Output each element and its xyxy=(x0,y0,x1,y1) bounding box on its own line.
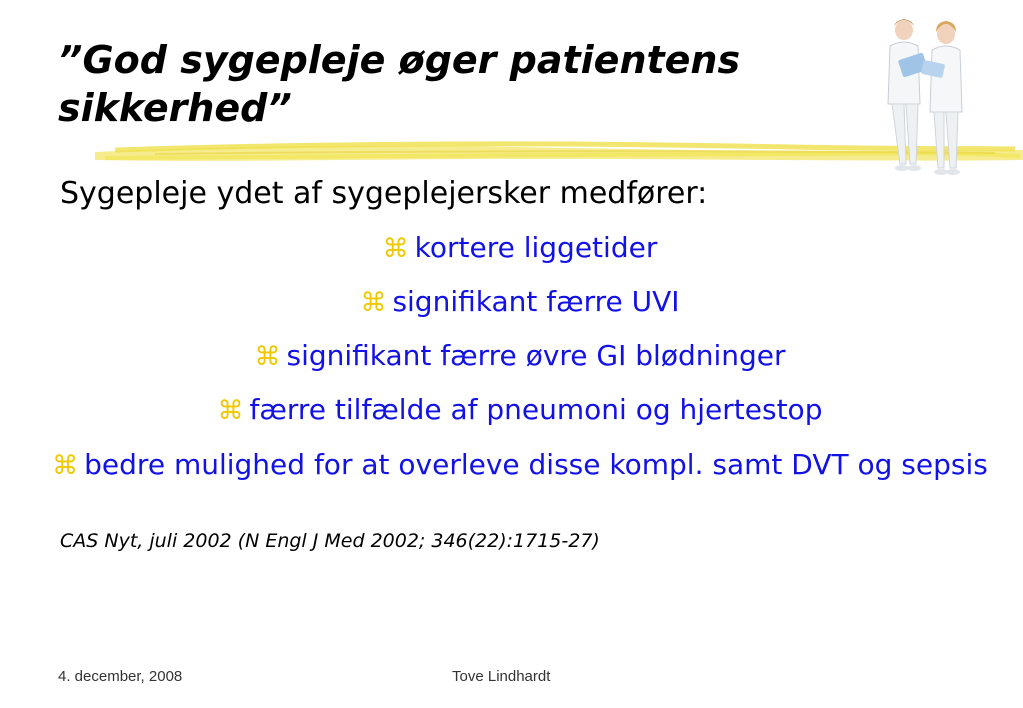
bullet-item xyxy=(30,444,1010,487)
bullet-text: signifikant færre øvre GI blødninger xyxy=(286,339,786,372)
command-key-icon: ⌘ xyxy=(52,451,79,481)
citation: CAS Nyt, juli 2002 (N Engl J Med 2002; 346(22):1715-27) xyxy=(60,530,600,552)
command-key-icon: ⌘ xyxy=(254,342,281,372)
bullet-text: færre tilfælde af pneumoni og hjertestop xyxy=(249,393,823,426)
command-key-icon: ⌘ xyxy=(360,288,387,318)
command-key-icon: ⌘ xyxy=(217,396,244,426)
bullet-item xyxy=(30,390,1010,431)
bullet-item xyxy=(30,282,1010,323)
command-key-icon: ⌘ xyxy=(382,234,409,264)
bullet-item xyxy=(30,228,1010,269)
bullet-list xyxy=(30,228,1010,500)
intro-text: Sygepleje ydet af sygeplejersker medfører: xyxy=(60,176,708,211)
bullet-text: bedre mulighed for at overleve disse kompl. samt DVT og sepsis xyxy=(84,448,988,481)
slide-title: ”God sygepleje øger patientens sikkerhed” xyxy=(58,38,741,130)
bullet-item xyxy=(30,336,1010,377)
footer-author: Tove Lindhardt xyxy=(452,668,551,685)
bullet-text: kortere liggetider xyxy=(414,231,658,264)
bullet-text: signifikant færre UVI xyxy=(392,285,680,318)
footer-date: 4. december, 2008 xyxy=(58,668,183,685)
two-nurses-illustration xyxy=(870,12,980,182)
